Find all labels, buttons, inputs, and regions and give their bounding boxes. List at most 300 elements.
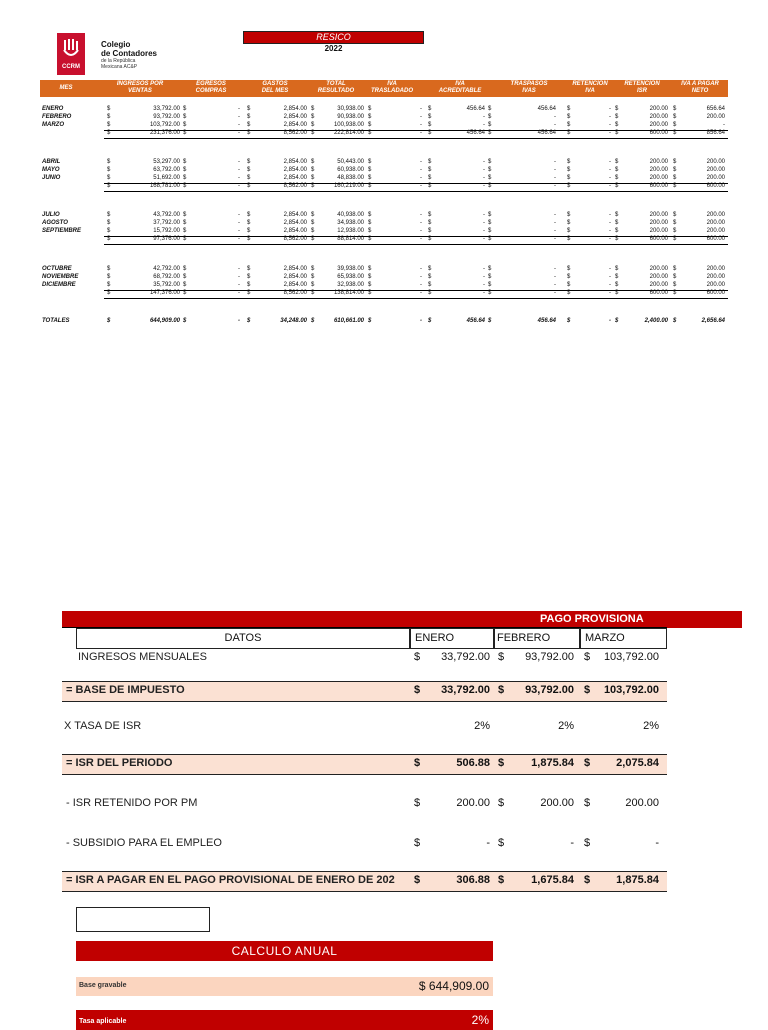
pp-value: 506.88 (456, 757, 490, 769)
resico-subtotal-cell: 600.00 (649, 236, 668, 242)
month-label: MAYO (42, 167, 60, 173)
month-label: AGOSTO (42, 220, 68, 226)
resico-cell: - (554, 220, 556, 226)
resico-cell: 65,938.00 (337, 274, 364, 280)
resico-cell: - (238, 167, 240, 173)
currency-sign: $ (247, 282, 251, 288)
resico-cell: - (609, 167, 611, 173)
currency-sign: $ (183, 106, 187, 112)
currency-sign: $ (567, 290, 571, 296)
currency-sign: $ (183, 236, 187, 242)
currency-sign: $ (567, 266, 571, 272)
currency-sign: $ (183, 212, 187, 218)
resico-total-cell: - (420, 318, 422, 324)
tasa-aplicable-label: Tasa aplicable (79, 1018, 127, 1025)
resico-cell: 63,792.00 (153, 167, 180, 173)
resico-total-cell: 456.64 (466, 318, 485, 324)
currency-sign: $ (488, 228, 492, 234)
logo-text: CCRM (62, 64, 80, 70)
currency-sign: $ (673, 318, 677, 324)
currency-sign: $ (615, 266, 619, 272)
currency-sign: $ (107, 318, 111, 324)
resico-cell: - (483, 220, 485, 226)
resico-subtotal-cell: - (238, 183, 240, 189)
pago-provisional-title: PAGO PROVISIONA (540, 613, 644, 625)
resico-col-header: RETENCION IVA (572, 81, 608, 94)
resico-cell: 2,854.00 (283, 159, 307, 165)
resico-cell: - (483, 167, 485, 173)
resico-subtotal-cell: - (238, 290, 240, 296)
resico-cell: - (554, 274, 556, 280)
currency-sign: $ (673, 159, 677, 165)
pp-value: 200.00 (456, 797, 490, 809)
currency-sign: $ (673, 122, 677, 128)
resico-col-header: GASTOS DEL MES (261, 81, 289, 94)
currency-sign: $ (673, 175, 677, 181)
resico-cell: - (609, 114, 611, 120)
resico-subtotal-cell: - (420, 236, 422, 242)
currency-sign: $ (311, 130, 315, 136)
currency-sign: $ (567, 183, 571, 189)
currency-sign: $ (428, 266, 432, 272)
subtotal-rule (104, 191, 728, 192)
resico-cell: 51,692.00 (153, 175, 180, 181)
currency-sign: $ (107, 183, 111, 189)
resico-subtotal-cell: - (420, 290, 422, 296)
resico-cell: - (609, 266, 611, 272)
currency-sign: $ (567, 212, 571, 218)
resico-cell: 103,792.00 (149, 122, 180, 128)
resico-cell: - (554, 212, 556, 218)
currency-sign: $ (311, 183, 315, 189)
currency-sign: $ (107, 220, 111, 226)
currency-sign: $ (488, 220, 492, 226)
pp-row-label: = BASE DE IMPUESTO (66, 684, 185, 696)
currency-sign: $ (247, 122, 251, 128)
resico-cell: 43,792.00 (153, 212, 180, 218)
resico-cell: - (483, 274, 485, 280)
report-year: 2022 (324, 44, 343, 53)
currency-sign: $ (567, 318, 571, 324)
pp-value: 103,792.00 (603, 651, 659, 663)
pp-value: 33,792.00 (441, 684, 490, 696)
pp-row-label: - ISR RETENIDO POR PM (66, 797, 198, 809)
resico-cell: 12,938.00 (337, 228, 364, 234)
resico-cell: - (609, 282, 611, 288)
resico-subtotal-cell: 600.00 (649, 183, 668, 189)
currency-sign: $ (615, 175, 619, 181)
resico-cell: 15,792.00 (153, 228, 180, 234)
currency-sign: $ (368, 266, 372, 272)
month-label: JUNIO (42, 175, 61, 181)
currency-sign: $ (247, 130, 251, 136)
org-name: Colegio de Contadores (101, 40, 158, 58)
currency-sign: $ (247, 290, 251, 296)
currency-sign: $ (488, 266, 492, 272)
pp-value: 1,675.84 (531, 874, 574, 886)
currency-sign: $ (428, 290, 432, 296)
resico-cell: 200.00 (706, 220, 725, 226)
resico-subtotal-cell: 600.00 (649, 290, 668, 296)
resico-cell: 656.64 (706, 106, 725, 112)
resico-col-header: TOTAL RESULTADO (317, 81, 355, 94)
currency-sign: $ (673, 220, 677, 226)
resico-subtotal-cell: - (609, 130, 611, 136)
currency-sign: $ (673, 274, 677, 280)
resico-cell: 200.00 (649, 282, 668, 288)
month-label: MARZO (42, 122, 64, 128)
currency-sign: $ (615, 290, 619, 296)
resico-subtotal-cell: - (609, 290, 611, 296)
resico-subtotal-cell: 8,562.00 (283, 130, 307, 136)
resico-cell: 200.00 (649, 175, 668, 181)
pp-value: 2% (643, 720, 659, 732)
currency-sign: $ (428, 183, 432, 189)
base-gravable-label: Base gravable (79, 982, 127, 989)
resico-total-cell: 2,400.00 (644, 318, 668, 324)
pp-value: 306.88 (456, 874, 490, 886)
pp-value: 103,792.00 (603, 684, 659, 696)
resico-cell: - (609, 274, 611, 280)
resico-total-cell: - (609, 318, 611, 324)
resico-cell: - (420, 175, 422, 181)
resico-cell: - (420, 159, 422, 165)
currency-sign: $ (311, 318, 315, 324)
currency-sign: $ (488, 318, 492, 324)
resico-cell: - (723, 122, 725, 128)
resico-cell: - (554, 122, 556, 128)
resico-cell: 2,854.00 (283, 282, 307, 288)
currency-sign: $ (247, 220, 251, 226)
resico-subtotal-cell: 456.64 (537, 130, 556, 136)
resico-cell: 35,792.00 (153, 282, 180, 288)
currency-sign: $ (368, 159, 372, 165)
currency-sign: $ (673, 114, 677, 120)
resico-cell: 2,854.00 (283, 114, 307, 120)
currency-sign: $ (488, 290, 492, 296)
currency-sign: $ (183, 228, 187, 234)
currency-sign: $ (247, 212, 251, 218)
pp-value: 33,792.00 (441, 651, 490, 663)
resico-cell: 39,938.00 (337, 266, 364, 272)
resico-cell: - (238, 266, 240, 272)
resico-cell: - (554, 282, 556, 288)
currency-sign: $ (615, 274, 619, 280)
currency-sign: $ (488, 183, 492, 189)
currency-sign: $ (247, 266, 251, 272)
currency-sign: $ (311, 167, 315, 173)
pp-row-label: X TASA DE ISR (64, 720, 142, 732)
currency-sign: $ (498, 874, 505, 886)
resico-cell: 68,792.00 (153, 274, 180, 280)
currency-sign: $ (311, 106, 315, 112)
currency-sign: $ (247, 274, 251, 280)
currency-sign: $ (107, 130, 111, 136)
calculo-anual-row-tasa (76, 1010, 493, 1030)
currency-sign: $ (567, 282, 571, 288)
resico-cell: 50,443.00 (337, 159, 364, 165)
resico-col-header: EGRESOS COMPRAS (195, 81, 227, 94)
currency-sign: $ (488, 212, 492, 218)
currency-sign: $ (567, 114, 571, 120)
resico-cell: 2,854.00 (283, 175, 307, 181)
month-header-febrero: FEBRERO (494, 628, 580, 649)
currency-sign: $ (567, 220, 571, 226)
resico-cell: - (238, 282, 240, 288)
resico-subtotal-cell: - (554, 236, 556, 242)
resico-cell: - (554, 266, 556, 272)
currency-sign: $ (247, 183, 251, 189)
currency-sign: $ (673, 212, 677, 218)
resico-cell: 60,938.00 (337, 167, 364, 173)
currency-sign: $ (107, 236, 111, 242)
currency-sign: $ (311, 274, 315, 280)
pp-row-label: = ISR A PAGAR EN EL PAGO PROVISIONAL DE ENERO DE 202 (66, 874, 395, 886)
resico-cell: - (483, 122, 485, 128)
currency-sign: $ (673, 183, 677, 189)
currency-sign: $ (183, 274, 187, 280)
resico-subtotal-cell: 8,562.00 (283, 236, 307, 242)
month-label: FEBRERO (42, 114, 72, 120)
currency-sign: $ (615, 228, 619, 234)
resico-cell: 200.00 (649, 220, 668, 226)
resico-col-header: MES (59, 85, 73, 91)
pp-value: - (570, 837, 574, 849)
resico-cell: - (420, 266, 422, 272)
resico-cell: 200.00 (649, 274, 668, 280)
report-title: RESICO (243, 31, 424, 44)
resico-cell: 90,938.00 (337, 114, 364, 120)
currency-sign: $ (428, 318, 432, 324)
currency-sign: $ (247, 114, 251, 120)
resico-subtotal-cell: - (483, 290, 485, 296)
currency-sign: $ (368, 106, 372, 112)
currency-sign: $ (673, 228, 677, 234)
subtotal-rule (104, 138, 728, 139)
resico-col-header: TRASPASOS IVAS (510, 81, 548, 94)
currency-sign: $ (368, 212, 372, 218)
resico-cell: - (238, 114, 240, 120)
resico-cell: 456.64 (537, 106, 556, 112)
resico-cell: - (609, 106, 611, 112)
currency-sign: $ (247, 106, 251, 112)
currency-sign: $ (183, 318, 187, 324)
resico-cell: - (483, 212, 485, 218)
resico-cell: 30,938.00 (337, 106, 364, 112)
currency-sign: $ (107, 228, 111, 234)
resico-cell: 42,792.00 (153, 266, 180, 272)
resico-cell: 53,297.00 (153, 159, 180, 165)
currency-sign: $ (498, 684, 505, 696)
resico-cell: 200.00 (706, 175, 725, 181)
resico-col-header: RETENCION ISR (624, 81, 660, 94)
currency-sign: $ (567, 122, 571, 128)
currency-sign: $ (368, 274, 372, 280)
currency-sign: $ (311, 159, 315, 165)
resico-col-header: IVA ACREDITABLE (438, 81, 482, 94)
currency-sign: $ (183, 290, 187, 296)
currency-sign: $ (488, 167, 492, 173)
currency-sign: $ (673, 236, 677, 242)
resico-cell: - (420, 122, 422, 128)
resico-cell: 200.00 (649, 159, 668, 165)
currency-sign: $ (488, 282, 492, 288)
resico-cell: - (238, 220, 240, 226)
currency-sign: $ (567, 159, 571, 165)
resico-cell: 2,854.00 (283, 167, 307, 173)
totals-label: TOTALES (42, 318, 70, 324)
currency-sign: $ (183, 183, 187, 189)
subtotal-rule (104, 298, 728, 299)
resico-subtotal-cell: 600.00 (649, 130, 668, 136)
resico-total-cell: 2,656.64 (701, 318, 725, 324)
currency-sign: $ (567, 175, 571, 181)
currency-sign: $ (673, 290, 677, 296)
currency-sign: $ (414, 684, 421, 696)
resico-cell: 32,938.00 (337, 282, 364, 288)
month-label: JULIO (42, 212, 60, 218)
currency-sign: $ (414, 797, 421, 809)
currency-sign: $ (107, 114, 111, 120)
currency-sign: $ (428, 106, 432, 112)
resico-cell: 100,938.00 (333, 122, 364, 128)
currency-sign: $ (428, 282, 432, 288)
resico-cell: - (420, 212, 422, 218)
currency-sign: $ (368, 220, 372, 226)
currency-sign: $ (414, 757, 421, 769)
resico-col-header: INGRESOS POR VENTAS (116, 81, 164, 94)
resico-cell: - (238, 274, 240, 280)
currency-sign: $ (368, 175, 372, 181)
resico-cell: 93,792.00 (153, 114, 180, 120)
currency-sign: $ (428, 159, 432, 165)
resico-cell: 2,854.00 (283, 212, 307, 218)
currency-sign: $ (368, 290, 372, 296)
currency-sign: $ (107, 212, 111, 218)
pp-row-label: INGRESOS MENSUALES (78, 651, 207, 663)
currency-sign: $ (615, 236, 619, 242)
hand-logo-icon (61, 36, 81, 62)
resico-cell: 456.64 (466, 106, 485, 112)
resico-cell: - (483, 266, 485, 272)
resico-cell: - (609, 228, 611, 234)
currency-sign: $ (673, 130, 677, 136)
currency-sign: $ (247, 318, 251, 324)
resico-cell: 200.00 (649, 122, 668, 128)
resico-cell: - (420, 167, 422, 173)
currency-sign: $ (615, 318, 619, 324)
currency-sign: $ (311, 114, 315, 120)
resico-cell: 200.00 (706, 282, 725, 288)
month-label: ABRIL (42, 159, 61, 165)
pp-value: 2% (474, 720, 490, 732)
currency-sign: $ (673, 106, 677, 112)
currency-sign: $ (567, 106, 571, 112)
tasa-aplicable-value: 2% (471, 1013, 489, 1027)
resico-cell: - (554, 114, 556, 120)
pp-row-label: = ISR DEL PERIODO (66, 757, 173, 769)
resico-cell: 200.00 (706, 274, 725, 280)
resico-cell: 2,854.00 (283, 266, 307, 272)
currency-sign: $ (567, 167, 571, 173)
resico-subtotal-cell: 168,781.00 (149, 183, 180, 189)
currency-sign: $ (311, 290, 315, 296)
currency-sign: $ (615, 220, 619, 226)
resico-cell: 200.00 (706, 228, 725, 234)
resico-subtotal-cell: - (238, 130, 240, 136)
currency-sign: $ (428, 122, 432, 128)
resico-cell: 200.00 (706, 212, 725, 218)
currency-sign: $ (615, 114, 619, 120)
month-label: ENERO (42, 106, 64, 112)
currency-sign: $ (107, 175, 111, 181)
resico-subtotal-cell: 8,562.00 (283, 183, 307, 189)
currency-sign: $ (584, 651, 591, 663)
resico-subtotal-cell: 147,376.00 (149, 290, 180, 296)
currency-sign: $ (368, 114, 372, 120)
resico-subtotal-cell: - (483, 236, 485, 242)
resico-subtotal-cell: - (420, 130, 422, 136)
resico-cell: 200.00 (649, 114, 668, 120)
currency-sign: $ (498, 797, 505, 809)
currency-sign: $ (247, 236, 251, 242)
currency-sign: $ (247, 228, 251, 234)
empty-input-box[interactable] (76, 907, 210, 932)
resico-cell: 200.00 (649, 266, 668, 272)
currency-sign: $ (107, 106, 111, 112)
resico-cell: - (420, 228, 422, 234)
resico-cell: 200.00 (649, 167, 668, 173)
resico-cell: - (483, 228, 485, 234)
resico-cell: - (609, 175, 611, 181)
currency-sign: $ (615, 183, 619, 189)
resico-cell: 2,854.00 (283, 106, 307, 112)
currency-sign: $ (107, 122, 111, 128)
currency-sign: $ (368, 183, 372, 189)
currency-sign: $ (311, 228, 315, 234)
currency-sign: $ (567, 130, 571, 136)
resico-cell: - (609, 122, 611, 128)
pp-value: 2,075.84 (616, 757, 659, 769)
currency-sign: $ (584, 684, 591, 696)
currency-sign: $ (183, 175, 187, 181)
pp-value: - (486, 837, 490, 849)
resico-total-cell: 34,248.00 (280, 318, 307, 324)
resico-cell: - (483, 114, 485, 120)
currency-sign: $ (615, 282, 619, 288)
currency-sign: $ (183, 167, 187, 173)
ccrm-logo (57, 33, 85, 75)
currency-sign: $ (488, 236, 492, 242)
month-label: SEPTIEMBRE (42, 228, 82, 234)
currency-sign: $ (428, 167, 432, 173)
currency-sign: $ (615, 167, 619, 173)
currency-sign: $ (368, 167, 372, 173)
resico-total-cell: 456.64 (537, 318, 556, 324)
resico-cell: - (554, 159, 556, 165)
resico-total-cell: 644,909.00 (149, 318, 180, 324)
currency-sign: $ (615, 159, 619, 165)
currency-sign: $ (498, 757, 505, 769)
currency-sign: $ (311, 236, 315, 242)
resico-total-cell: - (238, 318, 240, 324)
resico-cell: - (483, 159, 485, 165)
currency-sign: $ (567, 274, 571, 280)
currency-sign: $ (428, 114, 432, 120)
pp-value: 93,792.00 (525, 684, 574, 696)
resico-subtotal-cell: 856.64 (706, 130, 725, 136)
resico-cell: - (554, 228, 556, 234)
